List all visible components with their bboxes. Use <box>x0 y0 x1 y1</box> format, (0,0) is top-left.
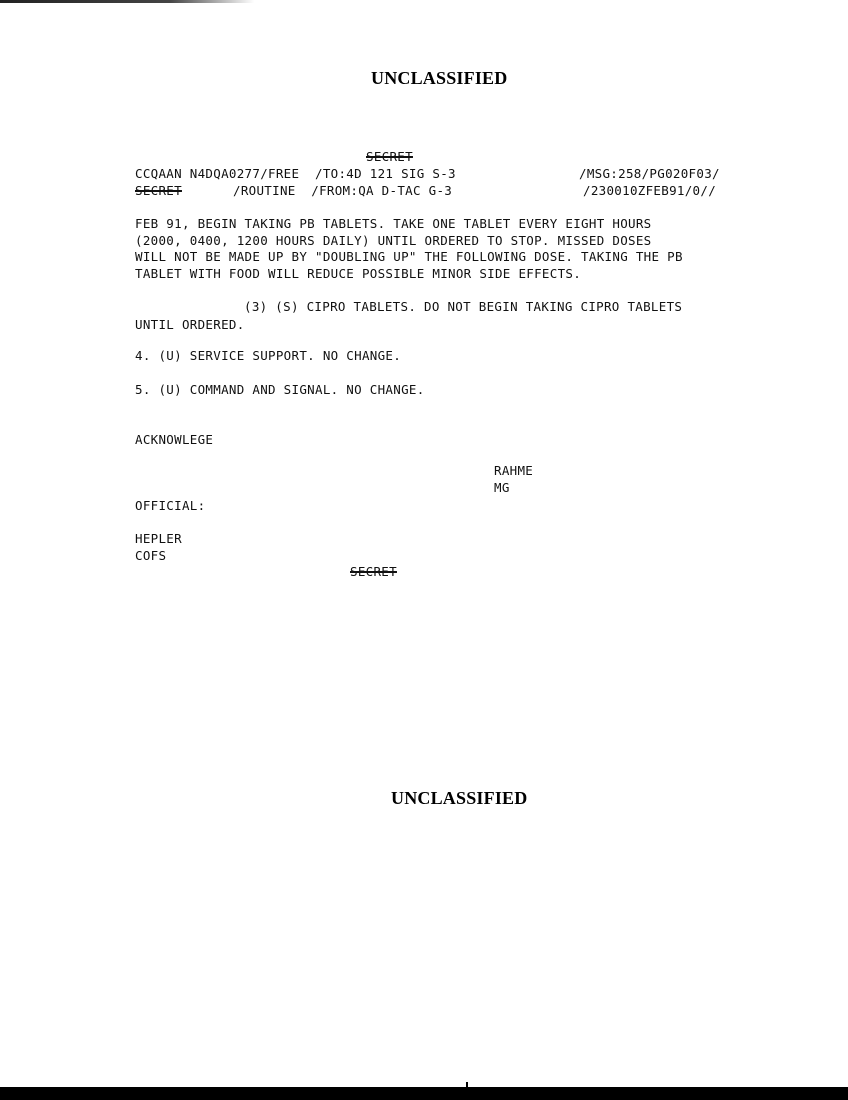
body-line: FEB 91, BEGIN TAKING PB TABLETS. TAKE ONE TABLET EVERY EIGHT HOURS <box>135 216 652 231</box>
scan-edge-top <box>0 0 848 3</box>
body-line: WILL NOT BE MADE UP BY "DOUBLING UP" THE FOLLOWING DOSE. TAKING THE PB <box>135 249 683 264</box>
classification-bottom: SECRET <box>350 564 397 579</box>
header-classification: SECRET <box>135 183 182 198</box>
body-line: TABLET WITH FOOD WILL REDUCE POSSIBLE MINOR SIDE EFFECTS. <box>135 265 582 281</box>
header-dtg: /230010ZFEB91/0// <box>583 183 717 198</box>
command-signal-item: 5. (U) COMMAND AND SIGNAL. NO CHANGE. <box>135 382 425 397</box>
signer-name: RAHME <box>494 463 534 478</box>
pb-tablet-paragraph <box>135 216 683 282</box>
official-label: OFFICIAL: <box>135 498 206 513</box>
signer-rank: MG <box>494 480 510 495</box>
header-msg-number: /MSG:258/PG020F03/ <box>579 166 720 181</box>
service-support-item: 4. (U) SERVICE SUPPORT. NO CHANGE. <box>135 348 402 363</box>
cipro-item-line1: (3) (S) CIPRO TABLETS. DO NOT BEGIN TAKING CIPRO TABLETS <box>244 299 683 314</box>
scan-edge-bottom <box>0 1087 848 1100</box>
cipro-item-line2: UNTIL ORDERED. <box>135 317 245 332</box>
classification-top: SECRET <box>366 149 413 164</box>
body-line: (2000, 0400, 1200 HOURS DAILY) UNTIL ORDERED TO STOP. MISSED DOSES <box>135 232 652 248</box>
official-title: COFS <box>135 548 167 563</box>
header-routing-line1: CCQAAN N4DQA0277/FREE /TO:4D 121 SIG S-3 <box>135 166 456 181</box>
acknowledge-line: ACKNOWLEGE <box>135 432 214 447</box>
header-routing-line2: /ROUTINE /FROM:QA D-TAC G-3 <box>233 183 453 198</box>
unclassified-marking-top: UNCLASSIFIED <box>371 68 508 88</box>
unclassified-marking-bottom: UNCLASSIFIED <box>391 788 528 808</box>
official-name: HEPLER <box>135 531 182 546</box>
